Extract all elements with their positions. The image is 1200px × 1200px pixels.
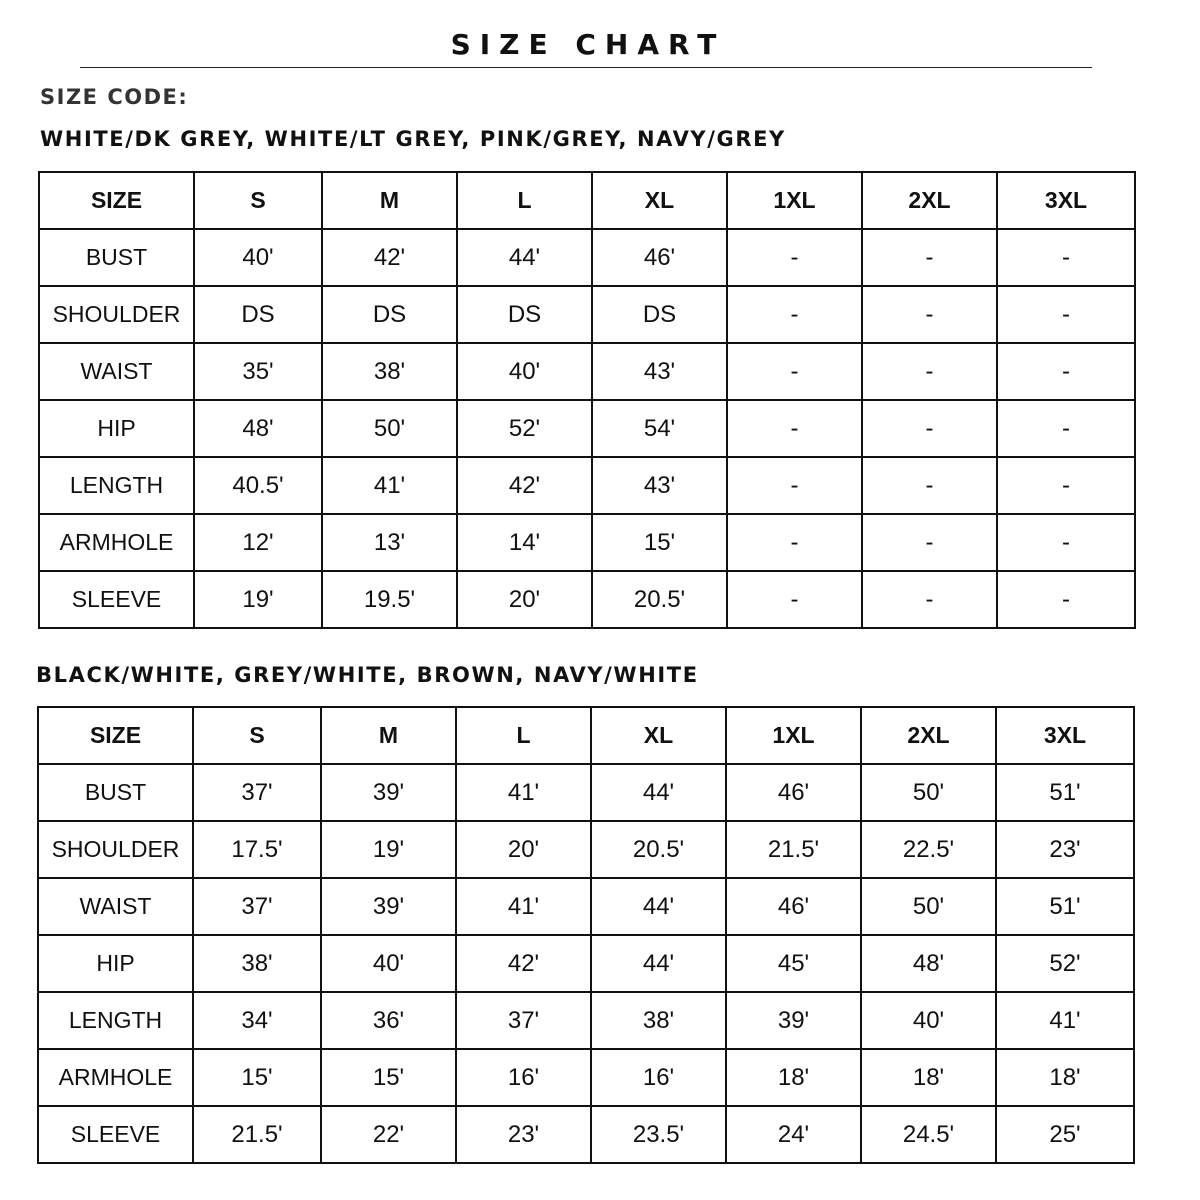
measurement-value: 34' [193,992,321,1049]
measurement-value: 42' [457,457,592,514]
measurement-value: 52' [996,935,1134,992]
measurement-value: 37' [456,992,591,1049]
measurement-value: 41' [322,457,457,514]
header-size-xl: XL [592,172,727,229]
header-size-xl: XL [591,707,726,764]
measurement-value: 25' [996,1106,1134,1163]
measurement-value: 38' [193,935,321,992]
table-row [38,935,1134,992]
measurement-value: 41' [996,992,1134,1049]
size-table-group-2 [37,706,1135,1164]
measurement-label: ARMHOLE [38,1049,193,1106]
title-divider [80,67,1092,68]
measurement-value: 23' [996,821,1134,878]
measurement-label: BUST [38,764,193,821]
measurement-value: 50' [861,764,996,821]
header-size-s: S [193,707,321,764]
measurement-value: 39' [321,764,456,821]
measurement-label: HIP [39,400,194,457]
measurement-value: - [862,400,997,457]
measurement-value: 43' [592,343,727,400]
measurement-label: SLEEVE [38,1106,193,1163]
header-size-l: L [457,172,592,229]
measurement-value: 21.5' [726,821,861,878]
table-row [38,821,1134,878]
size-table-group-1 [38,171,1136,629]
measurement-value: DS [322,286,457,343]
measurement-value: 20.5' [592,571,727,628]
measurement-value: 48' [194,400,322,457]
measurement-value: 40' [457,343,592,400]
measurement-value: - [727,400,862,457]
measurement-value: 14' [457,514,592,571]
measurement-label: SLEEVE [39,571,194,628]
measurement-label: HIP [38,935,193,992]
measurement-value: - [727,571,862,628]
measurement-value: 41' [456,878,591,935]
measurement-value: 23.5' [591,1106,726,1163]
measurement-value: - [862,286,997,343]
measurement-value: - [862,571,997,628]
measurement-value: 44' [591,764,726,821]
measurement-value: 54' [592,400,727,457]
measurement-value: 19.5' [322,571,457,628]
table-row [39,457,1135,514]
header-size-s: S [194,172,322,229]
measurement-value: 41' [456,764,591,821]
table-row [39,343,1135,400]
header-size-m: M [321,707,456,764]
table-row [38,992,1134,1049]
measurement-value: 15' [193,1049,321,1106]
table-row [38,1106,1134,1163]
measurement-value: 40.5' [194,457,322,514]
measurement-value: 15' [592,514,727,571]
measurement-label: WAIST [39,343,194,400]
table-row [39,286,1135,343]
header-size-label: SIZE [39,172,194,229]
measurement-value: 45' [726,935,861,992]
table-row [38,1049,1134,1106]
measurement-value: 16' [456,1049,591,1106]
measurement-value: 22' [321,1106,456,1163]
measurement-value: - [727,514,862,571]
header-size-3xl: 3XL [996,707,1134,764]
measurement-label: BUST [39,229,194,286]
measurement-value: DS [592,286,727,343]
measurement-value: 37' [193,764,321,821]
measurement-value: 40' [321,935,456,992]
measurement-value: 22.5' [861,821,996,878]
measurement-value: 39' [321,878,456,935]
measurement-value: 50' [861,878,996,935]
measurement-value: 24' [726,1106,861,1163]
measurement-value: 18' [726,1049,861,1106]
measurement-value: 23' [456,1106,591,1163]
header-size-m: M [322,172,457,229]
measurement-value: 18' [861,1049,996,1106]
measurement-value: 43' [592,457,727,514]
measurement-value: - [727,343,862,400]
measurement-value: 20' [457,571,592,628]
measurement-value: 12' [194,514,322,571]
measurement-value: 44' [457,229,592,286]
measurement-value: 38' [591,992,726,1049]
measurement-value: 15' [321,1049,456,1106]
table-row [39,400,1135,457]
measurement-value: 42' [322,229,457,286]
measurement-value: 37' [193,878,321,935]
header-size-1xl: 1XL [726,707,861,764]
measurement-value: - [997,286,1135,343]
measurement-value: 46' [726,764,861,821]
header-row [39,172,1135,229]
measurement-value: 46' [592,229,727,286]
measurement-value: 40' [861,992,996,1049]
measurement-value: - [997,514,1135,571]
measurement-label: WAIST [38,878,193,935]
measurement-label: LENGTH [38,992,193,1049]
measurement-value: 17.5' [193,821,321,878]
measurement-value: 44' [591,935,726,992]
measurement-value: - [862,457,997,514]
measurement-value: - [862,343,997,400]
measurement-value: 21.5' [193,1106,321,1163]
measurement-value: - [727,457,862,514]
measurement-value: - [862,229,997,286]
group-2-label: BLACK/WHITE, GREY/WHITE, BROWN, NAVY/WHITE [36,663,699,687]
table-row [39,229,1135,286]
measurement-value: 42' [456,935,591,992]
measurement-label: SHOULDER [39,286,194,343]
table-row [39,571,1135,628]
measurement-value: 39' [726,992,861,1049]
measurement-value: 36' [321,992,456,1049]
measurement-value: 50' [322,400,457,457]
measurement-value: DS [457,286,592,343]
measurement-value: 20' [456,821,591,878]
measurement-value: 46' [726,878,861,935]
measurement-value: 19' [321,821,456,878]
measurement-value: - [997,571,1135,628]
measurement-value: - [862,514,997,571]
measurement-value: 18' [996,1049,1134,1106]
measurement-value: 44' [591,878,726,935]
header-size-3xl: 3XL [997,172,1135,229]
measurement-value: 48' [861,935,996,992]
measurement-value: - [727,286,862,343]
measurement-label: SHOULDER [38,821,193,878]
table-row [38,764,1134,821]
measurement-label: ARMHOLE [39,514,194,571]
group-1-label: WHITE/DK GREY, WHITE/LT GREY, PINK/GREY, NAVY/GREY [40,127,786,151]
table-row [39,514,1135,571]
header-size-1xl: 1XL [727,172,862,229]
header-row [38,707,1134,764]
measurement-value: 13' [322,514,457,571]
page-title: SIZE CHART [450,28,726,61]
measurement-value: - [997,457,1135,514]
measurement-value: 38' [322,343,457,400]
measurement-value: 16' [591,1049,726,1106]
measurement-label: LENGTH [39,457,194,514]
header-size-label: SIZE [38,707,193,764]
measurement-value: 19' [194,571,322,628]
table-row [38,878,1134,935]
measurement-value: 35' [194,343,322,400]
measurement-value: - [997,400,1135,457]
measurement-value: 20.5' [591,821,726,878]
measurement-value: 51' [996,878,1134,935]
header-size-2xl: 2XL [861,707,996,764]
measurement-value: - [727,229,862,286]
measurement-value: - [997,343,1135,400]
size-code-label: SIZE CODE: [40,85,189,109]
measurement-value: 40' [194,229,322,286]
measurement-value: 51' [996,764,1134,821]
measurement-value: DS [194,286,322,343]
measurement-value: - [997,229,1135,286]
measurement-value: 52' [457,400,592,457]
header-size-2xl: 2XL [862,172,997,229]
header-size-l: L [456,707,591,764]
measurement-value: 24.5' [861,1106,996,1163]
